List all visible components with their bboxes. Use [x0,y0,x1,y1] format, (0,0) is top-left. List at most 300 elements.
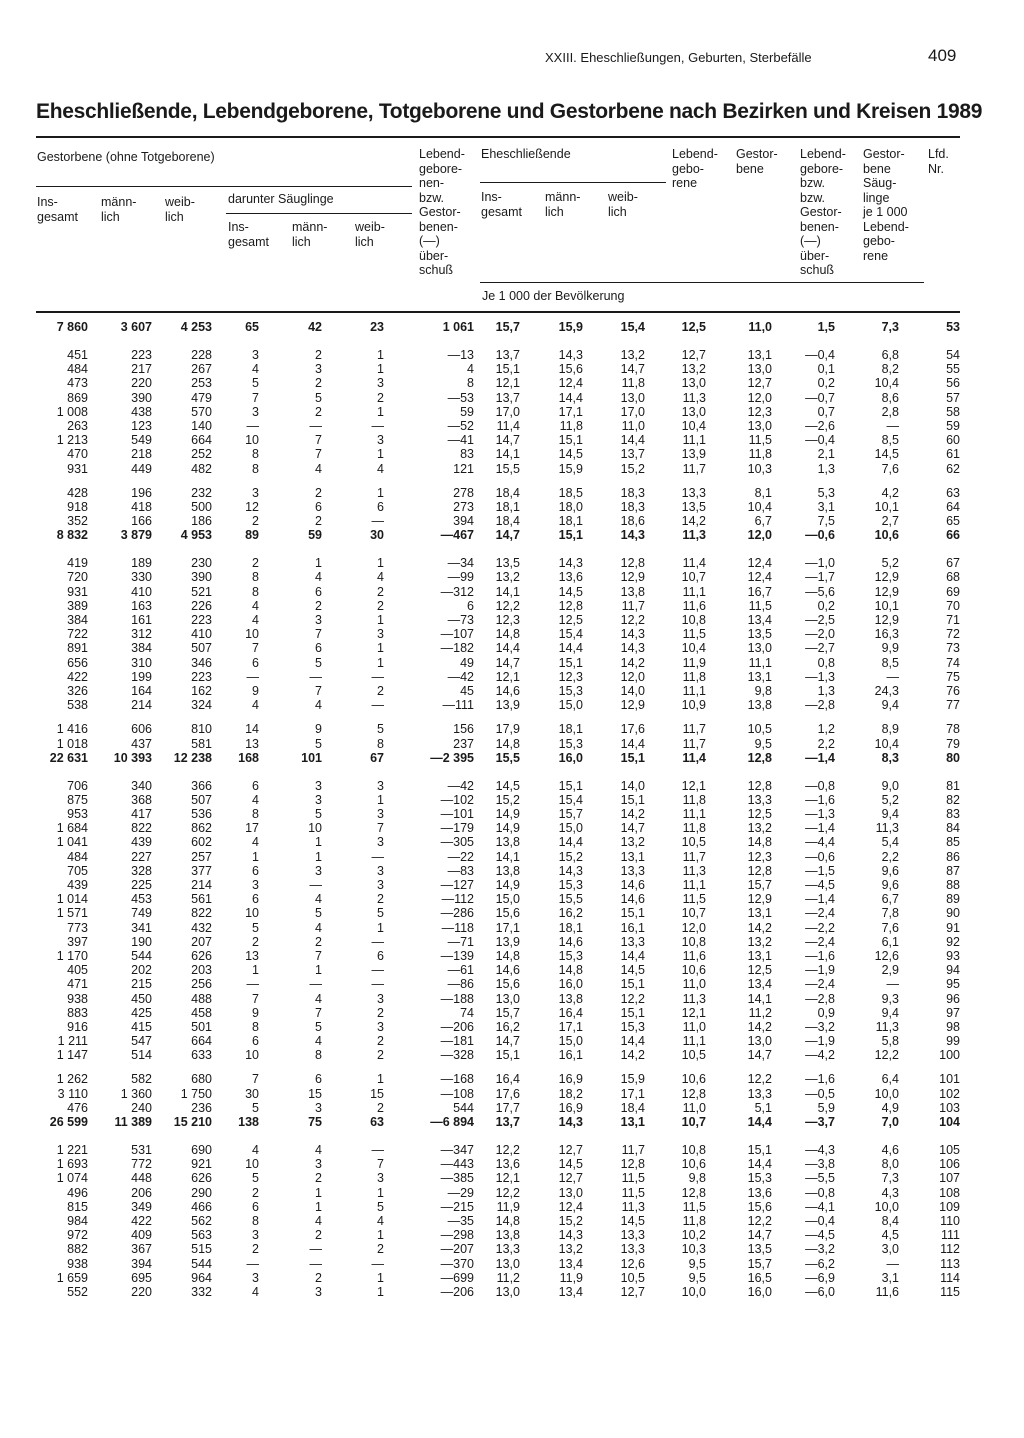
table-row [0,921,1024,935]
header-darunter-saeuglinge: darunter Säuglinge [228,192,334,206]
cell-saeugl-maennlich: 6 [315,584,322,599]
cell-saeugl-weiblich: 1 [377,1228,384,1243]
cell-ueberschuss: —206 [440,1019,474,1034]
cell-gest-rate: 14,1 [747,991,772,1006]
cell-ueberschuss-rate: 3,1 [817,499,835,514]
cell-ueberschuss-rate: —2,8 [805,991,835,1006]
cell-ehe-maennlich: 17,1 [558,1019,583,1034]
cell-saeugl-maennlich: 2 [315,348,322,362]
cell-saeugl-insgesamt: 6 [252,655,259,670]
cell-saeugl-rate: 12,2 [874,1048,899,1063]
cell-saeugl-weiblich: 3 [377,778,384,793]
cell-lfd-nr: 53 [946,320,960,334]
header-ueberschuss: Lebend- gebore- nen- bzw. Gestor- benen- (—) über- schuß [419,147,465,277]
cell-saeugl-insgesamt: 8 [252,447,259,462]
cell-ehe-maennlich: 14,8 [558,963,583,978]
cell-saeugl-rate: 11,6 [875,1284,899,1299]
cell-saeugl-rate: 2,7 [881,514,899,529]
cell-lfd-nr: 89 [946,892,960,907]
cell-ehe-maennlich: 15,4 [558,627,583,642]
cell-saeugl-insgesamt: 6 [252,863,259,878]
cell-lebendgeb-rate: 12,1 [681,778,706,793]
cell-saeugl-maennlich: 1 [315,849,322,864]
cell-saeugl-rate: 9,6 [881,863,899,878]
cell-saeugl-rate: 9,4 [881,807,899,822]
cell-ehe-weiblich: 18,6 [620,514,645,529]
table-row [0,433,1024,447]
cell-gest-maennlich: 514 [131,1048,152,1063]
cell-gest-maennlich: 390 [131,390,152,405]
cell-saeugl-maennlich: 8 [315,1048,322,1063]
cell-saeugl-rate: 6,8 [881,348,899,362]
cell-lfd-nr: 114 [940,1270,960,1285]
cell-gest-maennlich: 422 [131,1213,152,1228]
cell-ehe-weiblich: 15,4 [620,320,645,334]
cell-gest-maennlich: 227 [131,849,152,864]
cell-saeugl-maennlich: 2 [315,404,322,419]
cell-lfd-nr: 59 [946,418,960,433]
cell-saeugl-weiblich: 8 [377,736,384,751]
cell-ueberschuss-rate: —1,4 [805,892,835,907]
cell-saeugl-maennlich: 7 [315,433,322,448]
cell-gest-weiblich: 410 [191,627,212,642]
cell-ehe-insgesamt: 14,8 [495,736,520,751]
cell-gest-rate: 14,8 [747,835,772,850]
cell-gest-maennlich: 448 [131,1171,152,1186]
cell-ehe-weiblich: 16,1 [620,920,645,935]
cell-saeugl-weiblich: 3 [377,627,384,642]
cell-gest-weiblich: 230 [191,556,212,571]
cell-saeugl-insgesamt: — [246,669,259,684]
cell-saeugl-insgesamt: 1 [252,849,259,864]
cell-ehe-insgesamt: 13,0 [495,1256,520,1271]
table-row [0,1034,1024,1048]
cell-gest-maennlich: 202 [131,963,152,978]
cell-gest-rate: 13,6 [747,1185,772,1200]
cell-lebendgeb-rate: 10,8 [681,613,706,627]
cell-saeugl-rate: 9,3 [881,991,899,1006]
cell-gest-rate: 12,9 [747,892,772,907]
cell-gest-weiblich: 581 [191,736,212,751]
table-row [0,1143,1024,1157]
cell-gest-rate: 9,8 [754,683,772,698]
table-row-total [0,528,1024,556]
cell-lfd-nr: 94 [946,963,960,978]
cell-ehe-insgesamt: 17,9 [495,722,520,737]
table-row [0,807,1024,821]
cell-gest-weiblich: 602 [191,835,212,850]
cell-gest-weiblich: 290 [191,1185,212,1200]
cell-saeugl-insgesamt: 7 [252,641,259,656]
cell-saeugl-rate: 4,5 [881,1228,899,1243]
cell-lfd-nr: 60 [946,433,960,448]
cell-gest-rate: 15,7 [747,1256,772,1271]
cell-gest-insgesamt: 484 [67,362,88,377]
cell-saeugl-maennlich: 10 [308,821,322,836]
cell-ehe-insgesamt: 13,5 [495,556,520,571]
cell-saeugl-weiblich: 1 [377,792,384,807]
cell-ueberschuss-rate: —1,3 [805,669,835,684]
cell-gest-weiblich: 324 [191,698,212,713]
cell-saeugl-weiblich: 4 [377,1213,384,1228]
cell-gest-insgesamt: 773 [67,920,88,935]
cell-ueberschuss: —29 [447,1185,474,1200]
cell-ueberschuss: —13 [447,348,474,362]
cell-gest-weiblich: 500 [191,499,212,514]
cell-saeugl-weiblich: 3 [377,991,384,1006]
cell-ehe-weiblich: 14,5 [620,1213,645,1228]
cell-gest-rate: 15,6 [747,1199,772,1214]
row-gap [0,1062,1024,1072]
cell-lebendgeb-rate: 13,0 [681,376,706,391]
cell-gest-rate: 11,8 [748,447,772,462]
cell-ueberschuss: —699 [440,1270,474,1285]
cell-saeugl-rate: 11,3 [875,821,899,836]
cell-lfd-nr: 111 [940,1228,960,1243]
cell-saeugl-rate: 7,6 [881,461,899,476]
cell-ehe-maennlich: 16,0 [558,750,583,765]
cell-saeugl-insgesamt: 8 [252,1213,259,1228]
cell-lfd-nr: 71 [946,613,960,627]
cell-lebendgeb-rate: 11,3 [682,991,706,1006]
cell-ehe-weiblich: 13,3 [620,1228,645,1243]
cell-ueberschuss-rate: —1,4 [805,821,835,836]
cell-saeugl-insgesamt: 5 [252,1171,259,1186]
cell-gest-insgesamt: 882 [67,1242,88,1257]
cell-saeugl-maennlich: 2 [315,1270,322,1285]
cell-gest-weiblich: 214 [191,878,212,892]
cell-gest-rate: 10,5 [747,722,772,737]
cell-saeugl-rate: 9,0 [881,778,899,793]
cell-lfd-nr: 77 [946,698,960,713]
cell-gest-rate: 6,7 [754,514,772,529]
cell-saeugl-maennlich: 2 [315,598,322,613]
header-bottom-rule [36,311,960,313]
cell-saeugl-weiblich: 30 [370,528,384,543]
table-row [0,362,1024,376]
cell-saeugl-maennlich: 3 [315,1284,322,1299]
cell-lebendgeb-rate: 13,2 [681,362,706,377]
cell-ueberschuss: —61 [447,963,474,978]
cell-lfd-nr: 86 [946,849,960,864]
cell-gest-rate: 12,3 [747,404,772,419]
cell-gest-maennlich: 196 [131,485,152,500]
cell-gest-weiblich: 690 [191,1143,212,1157]
cell-gest-maennlich: 206 [131,1185,152,1200]
cell-lebendgeb-rate: 9,5 [688,1256,706,1271]
table-row [0,1157,1024,1171]
cell-ehe-weiblich: 13,0 [620,390,645,405]
cell-gest-weiblich: 4 253 [180,320,212,334]
cell-saeugl-rate: — [886,418,899,433]
cell-ueberschuss-rate: —2,7 [805,641,835,656]
cell-ehe-weiblich: 14,7 [620,362,645,377]
cell-saeugl-rate: 8,0 [881,1157,899,1172]
cell-gest-insgesamt: 22 631 [49,750,88,765]
cell-gest-maennlich: 437 [131,736,152,751]
table-row [0,935,1024,949]
cell-gest-weiblich: 515 [191,1242,212,1257]
cell-gest-insgesamt: 1 693 [56,1157,88,1172]
cell-ueberschuss: 45 [460,683,474,698]
cell-lfd-nr: 54 [946,348,960,362]
cell-ehe-insgesamt: 14,8 [495,627,520,642]
cell-gest-insgesamt: 1 213 [56,433,88,448]
cell-lebendgeb-rate: 10,6 [681,1157,706,1172]
cell-gest-insgesamt: 1 211 [57,1034,88,1049]
cell-ehe-weiblich: 11,7 [621,1143,645,1157]
cell-lfd-nr: 101 [939,1072,960,1087]
cell-ehe-maennlich: 14,5 [558,447,583,462]
cell-saeugl-weiblich: 2 [377,1048,384,1063]
cell-ehe-maennlich: 15,6 [558,362,583,377]
cell-saeugl-weiblich: 2 [377,390,384,405]
cell-ehe-weiblich: 14,0 [620,778,645,793]
cell-saeugl-weiblich: 1 [377,404,384,419]
cell-ehe-maennlich: 12,7 [558,1171,583,1186]
cell-lfd-nr: 99 [946,1034,960,1049]
header-s-weiblich: weib- lich [355,220,385,249]
cell-ehe-weiblich: 11,3 [621,1199,645,1214]
cell-ueberschuss: —83 [447,863,474,878]
cell-ueberschuss-rate: —0,8 [805,778,835,793]
cell-saeugl-weiblich: — [371,669,384,684]
cell-ehe-weiblich: 11,5 [621,1185,645,1200]
cell-lfd-nr: 108 [939,1185,960,1200]
cell-gest-rate: 11,5 [748,433,772,448]
cell-saeugl-rate: 5,8 [881,1034,899,1049]
cell-saeugl-weiblich: 1 [377,613,384,627]
cell-gest-rate: 12,8 [747,863,772,878]
cell-ehe-weiblich: 14,7 [620,821,645,836]
cell-ehe-weiblich: 12,0 [620,669,645,684]
cell-ehe-insgesamt: 11,4 [496,418,520,433]
cell-gest-weiblich: 186 [191,514,212,529]
cell-saeugl-insgesamt: 8 [252,584,259,599]
cell-gest-rate: 12,2 [747,1213,772,1228]
cell-saeugl-insgesamt: 30 [245,1086,259,1101]
cell-gest-insgesamt: 471 [67,977,88,992]
cell-saeugl-rate: 24,3 [874,683,899,698]
cell-ueberschuss: 4 [467,362,474,377]
table-row [0,1285,1024,1299]
cell-ehe-maennlich: 14,3 [558,556,583,571]
cell-gest-insgesamt: 984 [67,1213,88,1228]
cell-saeugl-weiblich: 1 [377,1270,384,1285]
cell-ehe-insgesamt: 15,5 [495,461,520,476]
cell-saeugl-maennlich: 7 [315,627,322,642]
cell-gest-maennlich: 220 [131,376,152,391]
cell-ehe-insgesamt: 13,8 [495,863,520,878]
rule-gestorbene [36,186,412,187]
cell-gest-insgesamt: 428 [67,485,88,500]
cell-ehe-maennlich: 15,3 [558,683,583,698]
cell-saeugl-weiblich: 1 [377,920,384,935]
cell-lebendgeb-rate: 11,7 [682,736,706,751]
cell-saeugl-weiblich: — [371,1143,384,1157]
cell-saeugl-maennlich: — [309,1242,322,1257]
cell-lebendgeb-rate: 11,1 [682,878,706,892]
cell-ehe-maennlich: 17,1 [558,404,583,419]
cell-saeugl-weiblich: 7 [377,1157,384,1172]
table-row [0,462,1024,476]
cell-gest-rate: 9,5 [754,736,772,751]
cell-lfd-nr: 100 [939,1048,960,1063]
cell-gest-maennlich: 220 [131,1284,152,1299]
table-row [0,627,1024,641]
cell-ueberschuss-rate: 0,9 [817,1005,835,1020]
cell-gest-weiblich: 507 [191,792,212,807]
cell-saeugl-rate: 6,4 [881,1072,899,1087]
cell-saeugl-weiblich: 3 [377,433,384,448]
cell-saeugl-insgesamt: 10 [245,627,259,642]
cell-saeugl-maennlich: 4 [315,698,322,713]
cell-gest-weiblich: 162 [191,683,212,698]
header-gestorbene: Gestor- bene [736,147,778,176]
cell-saeugl-rate: 4,2 [881,485,899,500]
cell-saeugl-maennlich: 4 [315,1143,322,1157]
cell-gest-rate: 15,7 [747,878,772,892]
cell-ueberschuss: —443 [440,1157,474,1172]
table-row [0,599,1024,613]
cell-lebendgeb-rate: 11,1 [682,584,706,599]
cell-saeugl-rate: — [886,1256,899,1271]
header-e-insgesamt: Ins- gesamt [481,190,522,219]
cell-gest-rate: 11,5 [748,598,772,613]
cell-ueberschuss: —108 [440,1086,474,1101]
cell-saeugl-weiblich: 6 [377,499,384,514]
cell-ehe-weiblich: 11,7 [621,598,645,613]
cell-ueberschuss-rate: —0,8 [805,1185,835,1200]
cell-saeugl-rate: 7,3 [881,320,899,334]
cell-gest-maennlich: 340 [131,778,152,793]
cell-ehe-maennlich: 12,3 [558,669,583,684]
table-row [0,585,1024,599]
cell-ehe-weiblich: 15,2 [620,461,645,476]
cell-ueberschuss: —168 [440,1072,474,1087]
cell-gest-insgesamt: 451 [67,348,88,362]
cell-ehe-weiblich: 15,1 [620,1005,645,1020]
cell-gest-maennlich: 582 [131,1072,152,1087]
cell-gest-rate: 11,0 [748,320,772,334]
cell-gest-rate: 13,3 [747,792,772,807]
cell-gest-insgesamt: 891 [67,641,88,656]
cell-gest-weiblich: 377 [191,863,212,878]
cell-gest-insgesamt: 7 860 [56,320,88,334]
cell-gest-maennlich: 3 879 [120,528,152,543]
row-gap [0,476,1024,486]
cell-saeugl-rate: 11,3 [875,1019,899,1034]
cell-gest-maennlich: 449 [131,461,152,476]
running-head: XXIII. Eheschließungen, Geburten, Sterbefälle [545,50,812,65]
cell-ehe-maennlich: 15,3 [558,948,583,963]
header-eheschliessende-group: Eheschließende [481,147,571,161]
cell-ehe-insgesamt: 12,1 [495,376,520,391]
cell-saeugl-insgesamt: 4 [252,698,259,713]
cell-lfd-nr: 70 [946,598,960,613]
cell-lebendgeb-rate: 11,6 [682,948,706,963]
cell-ehe-insgesamt: 13,0 [495,1284,520,1299]
cell-saeugl-insgesamt: — [246,1256,259,1271]
cell-saeugl-rate: 9,4 [881,698,899,713]
cell-lebendgeb-rate: 10,8 [681,934,706,949]
cell-gest-weiblich: 570 [191,404,212,419]
cell-ehe-maennlich: 15,1 [558,655,583,670]
cell-lebendgeb-rate: 10,4 [681,418,706,433]
table-row [0,405,1024,419]
cell-saeugl-maennlich: 3 [315,778,322,793]
cell-saeugl-insgesamt: 7 [252,1072,259,1087]
cell-ueberschuss: —111 [442,698,474,713]
cell-gest-weiblich: 822 [191,906,212,921]
cell-ehe-maennlich: 15,1 [558,778,583,793]
cell-gest-insgesamt: 419 [67,556,88,571]
cell-ehe-maennlich: 16,2 [558,906,583,921]
table-row [0,1242,1024,1256]
cell-ehe-maennlich: 18,2 [558,1086,583,1101]
cell-ueberschuss: 6 [467,598,474,613]
cell-saeugl-weiblich: 1 [377,655,384,670]
cell-ehe-insgesamt: 14,4 [495,641,520,656]
cell-saeugl-insgesamt: 2 [252,934,259,949]
cell-ueberschuss: 237 [453,736,474,751]
cell-gest-insgesamt: 1 041 [56,835,88,850]
cell-saeugl-maennlich: 5 [315,736,322,751]
header-e-weiblich: weib- lich [608,190,638,219]
table-row [0,821,1024,835]
cell-saeugl-insgesamt: — [246,418,259,433]
header-insgesamt: Ins- gesamt [37,195,78,224]
cell-ueberschuss: —182 [440,641,474,656]
cell-saeugl-weiblich: — [371,977,384,992]
cell-lebendgeb-rate: 11,8 [682,792,706,807]
cell-gest-insgesamt: 875 [67,792,88,807]
cell-ueberschuss-rate: 7,5 [817,514,835,529]
cell-gest-insgesamt: 1 008 [56,404,88,419]
cell-lebendgeb-rate: 11,0 [682,1100,706,1115]
cell-ehe-weiblich: 14,5 [620,963,645,978]
cell-ehe-insgesamt: 15,2 [495,792,520,807]
cell-ehe-insgesamt: 14,9 [495,807,520,822]
cell-lfd-nr: 83 [946,807,960,822]
cell-saeugl-maennlich: 3 [315,1100,322,1115]
header-maennlich: männ- lich [101,195,137,224]
cell-lfd-nr: 112 [940,1242,960,1257]
cell-lfd-nr: 92 [946,934,960,949]
cell-ehe-insgesamt: 13,6 [495,1157,520,1172]
cell-lebendgeb-rate: 10,8 [681,1143,706,1157]
cell-gest-insgesamt: 931 [67,584,88,599]
cell-saeugl-rate: 16,3 [874,627,899,642]
cell-saeugl-rate: 5,4 [881,835,899,850]
cell-lfd-nr: 67 [946,556,960,571]
table-row [0,1087,1024,1101]
table-row [0,1020,1024,1034]
table-row [0,684,1024,698]
cell-gest-maennlich: 190 [131,934,152,949]
cell-gest-maennlich: 367 [131,1242,152,1257]
cell-gest-maennlich: 695 [131,1270,152,1285]
cell-ueberschuss: —42 [447,669,474,684]
cell-saeugl-maennlich: 7 [315,683,322,698]
cell-gest-rate: 14,7 [747,1048,772,1063]
cell-ueberschuss-rate: —4,4 [805,835,835,850]
cell-ehe-weiblich: 11,0 [621,418,645,433]
cell-ehe-maennlich: 18,1 [558,920,583,935]
table-row [0,1257,1024,1271]
cell-ehe-insgesamt: 15,1 [495,1048,520,1063]
cell-ueberschuss-rate: —1,9 [805,1034,835,1049]
